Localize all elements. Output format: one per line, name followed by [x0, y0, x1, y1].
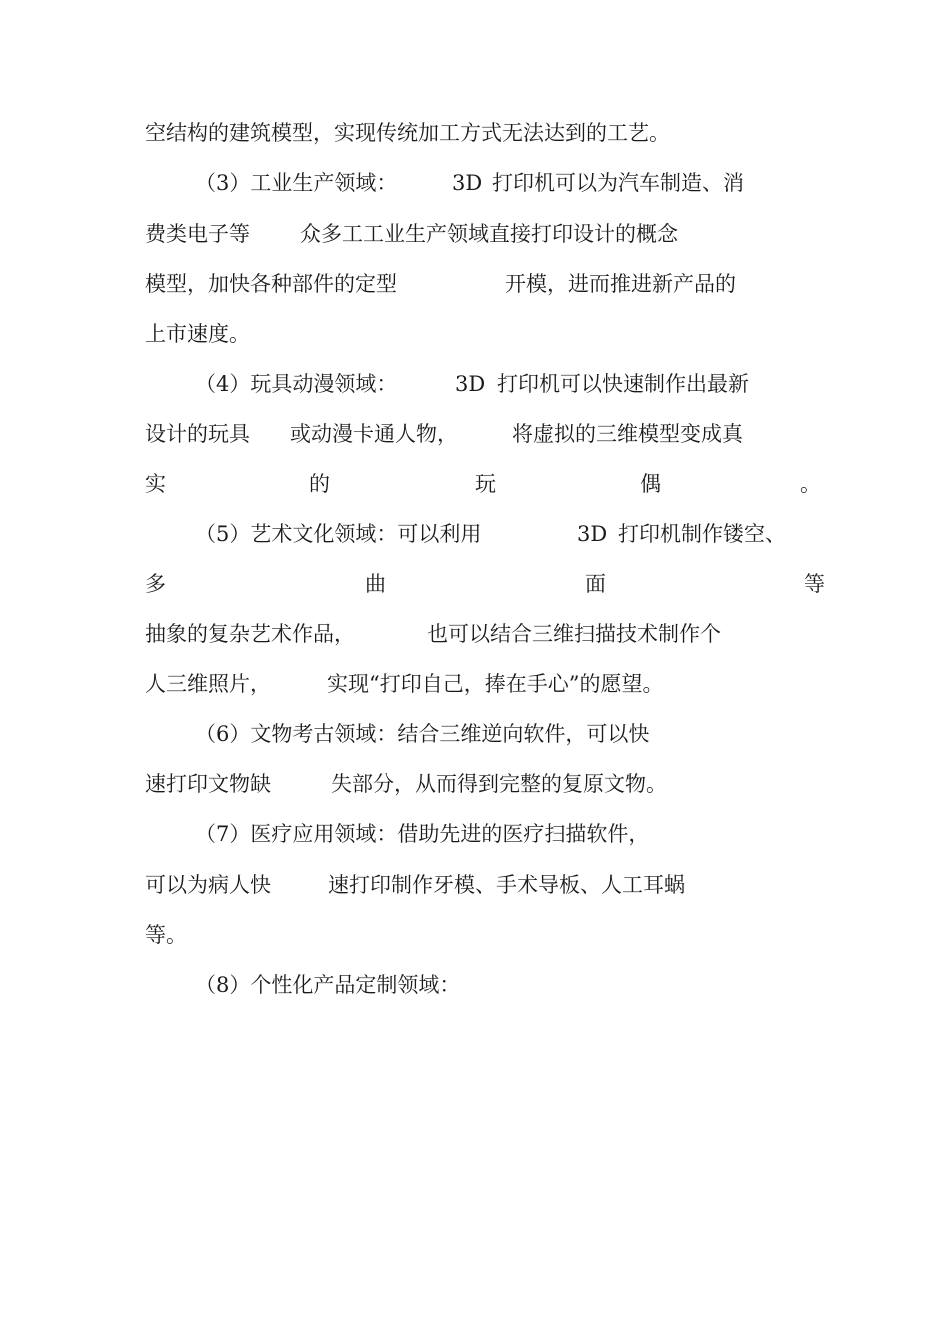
text-segment: 等 [804, 572, 825, 596]
text-segment: 实 [145, 472, 166, 496]
text-segment: 人三维照片， [145, 672, 271, 696]
text-segment: 。 [800, 472, 821, 496]
text-segment: 速打印制作牙模、手术导板、人工耳蜗 [328, 873, 685, 897]
text-segment: 面 [585, 572, 606, 596]
text-segment: 设计的玩具 [145, 422, 250, 446]
text-segment: 可以为病人快 [145, 873, 271, 897]
text-segment: （4）玩具动漫领域： [195, 372, 398, 396]
text-segment: 打印机制作镂空、 [618, 522, 786, 546]
text-segment: 实现“打印自己，捧在手心”的愿望。 [327, 672, 664, 696]
text-segment: 打印机可以为汽车制造、消 [492, 171, 744, 195]
text-segment: （5）艺术文化领域：可以利用 [195, 522, 482, 546]
text-segment: 上市速度。 [145, 322, 250, 346]
text-segment: 开模，进而推进新产品的 [505, 272, 736, 296]
text-segment: 3D [455, 372, 486, 396]
text-segment: 将虚拟的三维模型变成真 [512, 422, 743, 446]
text-segment: 费类电子等 [145, 222, 250, 246]
text-segment: 的 [309, 472, 330, 496]
text-segment: 等。 [145, 923, 187, 947]
text-segment: 打印机可以快速制作出最新 [497, 372, 749, 396]
text-segment: （3）工业生产领域： [195, 171, 398, 195]
text-segment: （7）医疗应用领域：借助先进的医疗扫描软件， [195, 822, 650, 846]
text-segment: （6）文物考古领域：结合三维逆向软件，可以快 [195, 722, 650, 746]
text-segment: 失部分，从而得到完整的复原文物。 [331, 772, 667, 796]
text-segment: 也可以结合三维扫描技术制作个 [427, 622, 721, 646]
text-segment: 众多工工业生产领域直接打印设计的概念 [300, 222, 678, 246]
text-segment: 偶 [640, 472, 661, 496]
text-segment: 玩 [475, 472, 496, 496]
text-segment: 空结构的建筑模型，实现传统加工方式无法达到的工艺。 [145, 121, 670, 145]
text-segment: 模型，加快各种部件的定型 [145, 272, 397, 296]
text-segment: 速打印文物缺 [145, 772, 271, 796]
text-segment: 抽象的复杂艺术作品， [145, 622, 355, 646]
text-segment: 曲 [365, 572, 386, 596]
text-segment: 3D [452, 171, 483, 195]
text-segment: （8）个性化产品定制领域： [195, 973, 461, 997]
text-segment: 3D [577, 522, 608, 546]
text-segment: 多 [145, 572, 166, 596]
text-segment: 或动漫卡通人物， [290, 422, 458, 446]
